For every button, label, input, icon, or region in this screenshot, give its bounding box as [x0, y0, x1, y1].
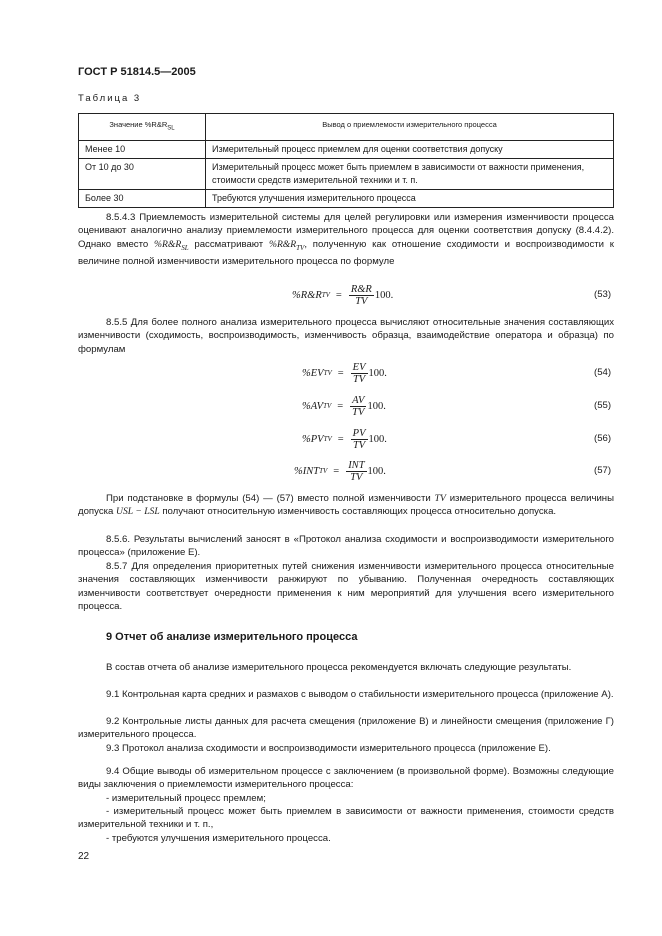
acceptability-table [78, 113, 614, 208]
paragraph-8-5-7: 8.5.7 Для определения приоритетных путей снижения изменчивости измерительного процесса относительные значения составляющих изменчивости ранжируют по убыванию. Полученная очередность составляющих изменчивости соответствует очередности применения к ним мероприятий для улучшения всего измерительного процесса. [78, 561, 614, 613]
formula-57: %INT TV = $\frac{\text{INT}}{TV}$ 100. [294, 459, 386, 483]
section-heading: 9 Отчет об анализе измерительного процесса [106, 631, 358, 643]
table-cell-value: Менее 10 [79, 140, 206, 158]
equation-number: (57) [594, 465, 612, 476]
equation-number: (56) [594, 433, 612, 444]
table-row [79, 158, 614, 189]
list-item: - требуются улучшения измерительного процесса. [106, 833, 331, 844]
document-header: ГОСТ Р 51814.5—2005 [78, 66, 196, 78]
list-item: - измерительный процесс может быть приемлем в зависимости от важности применения, стоимости средств измерительной техники и т. п., [78, 806, 614, 831]
equation-number: (55) [594, 400, 612, 411]
paragraph-9-2: 9.2 Контрольные листы данных для расчета смещения (приложение В) и линейности смещения (приложение Г) измерительного процесса. [78, 716, 614, 741]
page-number: 22 [78, 851, 90, 862]
table-header-value: Значение $\%R\&R_{SL}$ [79, 114, 206, 141]
paragraph-section9-intro: В состав отчета об анализе измерительного процесса рекомендуется включать следующие результаты. [106, 662, 572, 673]
paragraph-8-5-4-3: 8.5.4.3 Приемлемость измерительной системы для целей регулировки или измерения изменчивости процесса оценивают аналогично анализу приемлемости измерительного процесса для оценки соответствия допуску (8.4.4.2). Однако вместо $\%R\&R_{SL}$ рассматривают $\%R\&R_{TV}$, полученную как отношение сходимости и воспроизводимости к величине полной изменчивости измерительного процесса по формуле [78, 212, 615, 268]
paragraph-9-4: 9.4 Общие выводы об измерительном процессе с заключением (в произвольной форме). Возможны следующие виды заключения о приемлемости измерительного процесса: [78, 766, 614, 791]
table-header-conclusion: Вывод о приемлемости измерительного процесса [206, 114, 614, 141]
table-cell-value: Более 30 [79, 189, 206, 207]
table-cell-conclusion: Измерительный процесс может быть приемлем в зависимости от важности применения, стоимости средств измерительной техники и т. п. [206, 158, 614, 189]
formula-53: %R&R TV = $\frac{R\&R}{TV}$ 100. [292, 283, 394, 307]
list-item: - измерительный процесс премлем; [106, 793, 266, 804]
paragraph-9-1: 9.1 Контрольная карта средних и размахов с выводом о стабильности измерительного процесса (приложение А). [106, 689, 614, 700]
table-header-row [79, 114, 614, 141]
formula-56: %PV TV = $\frac{PV}{TV}$ 100. [302, 427, 387, 451]
formula-55: %AV TV = $\frac{AV}{TV}$ 100. [302, 394, 386, 418]
table-cell-conclusion: Требуются улучшения измерительного процесса [206, 189, 614, 207]
equation-number: (53) [594, 289, 612, 300]
table-cell-value: От 10 до 30 [79, 158, 206, 189]
table-cell-conclusion: Измерительный процесс приемлем для оценки соответствия допуску [206, 140, 614, 158]
table-caption: Таблица 3 [78, 93, 142, 104]
formula-54: %EV TV = $\frac{EV}{TV}$ 100. [302, 361, 387, 385]
paragraph-9-3: 9.3 Протокол анализа сходимости и воспроизводимости измерительного процесса (приложение Е). [106, 743, 551, 754]
paragraph-8-5-5: 8.5.5 Для более полного анализа измерительного процесса вычисляют относительные значения составляющих изменчивости (сходимость, воспроизводимость, изменчивость образца, взаимодействие оператора и образца) по формулам [78, 317, 614, 355]
paragraph-8-5-6: 8.5.6. Результаты вычислений заносят в «Протокол анализа сходимости и воспроизводимости измерительного процесса» (приложение Е). [78, 534, 614, 559]
equation-number: (54) [594, 367, 612, 378]
paragraph-substitution: При подстановке в формулы (54) — (57) вместо полной изменчивости TV измерительного процесса величины допуска USL − LSL получают относительную изменчивость составляющих процесса относительно допуска. [78, 493, 614, 518]
table-row [79, 189, 614, 207]
table-row [79, 140, 614, 158]
